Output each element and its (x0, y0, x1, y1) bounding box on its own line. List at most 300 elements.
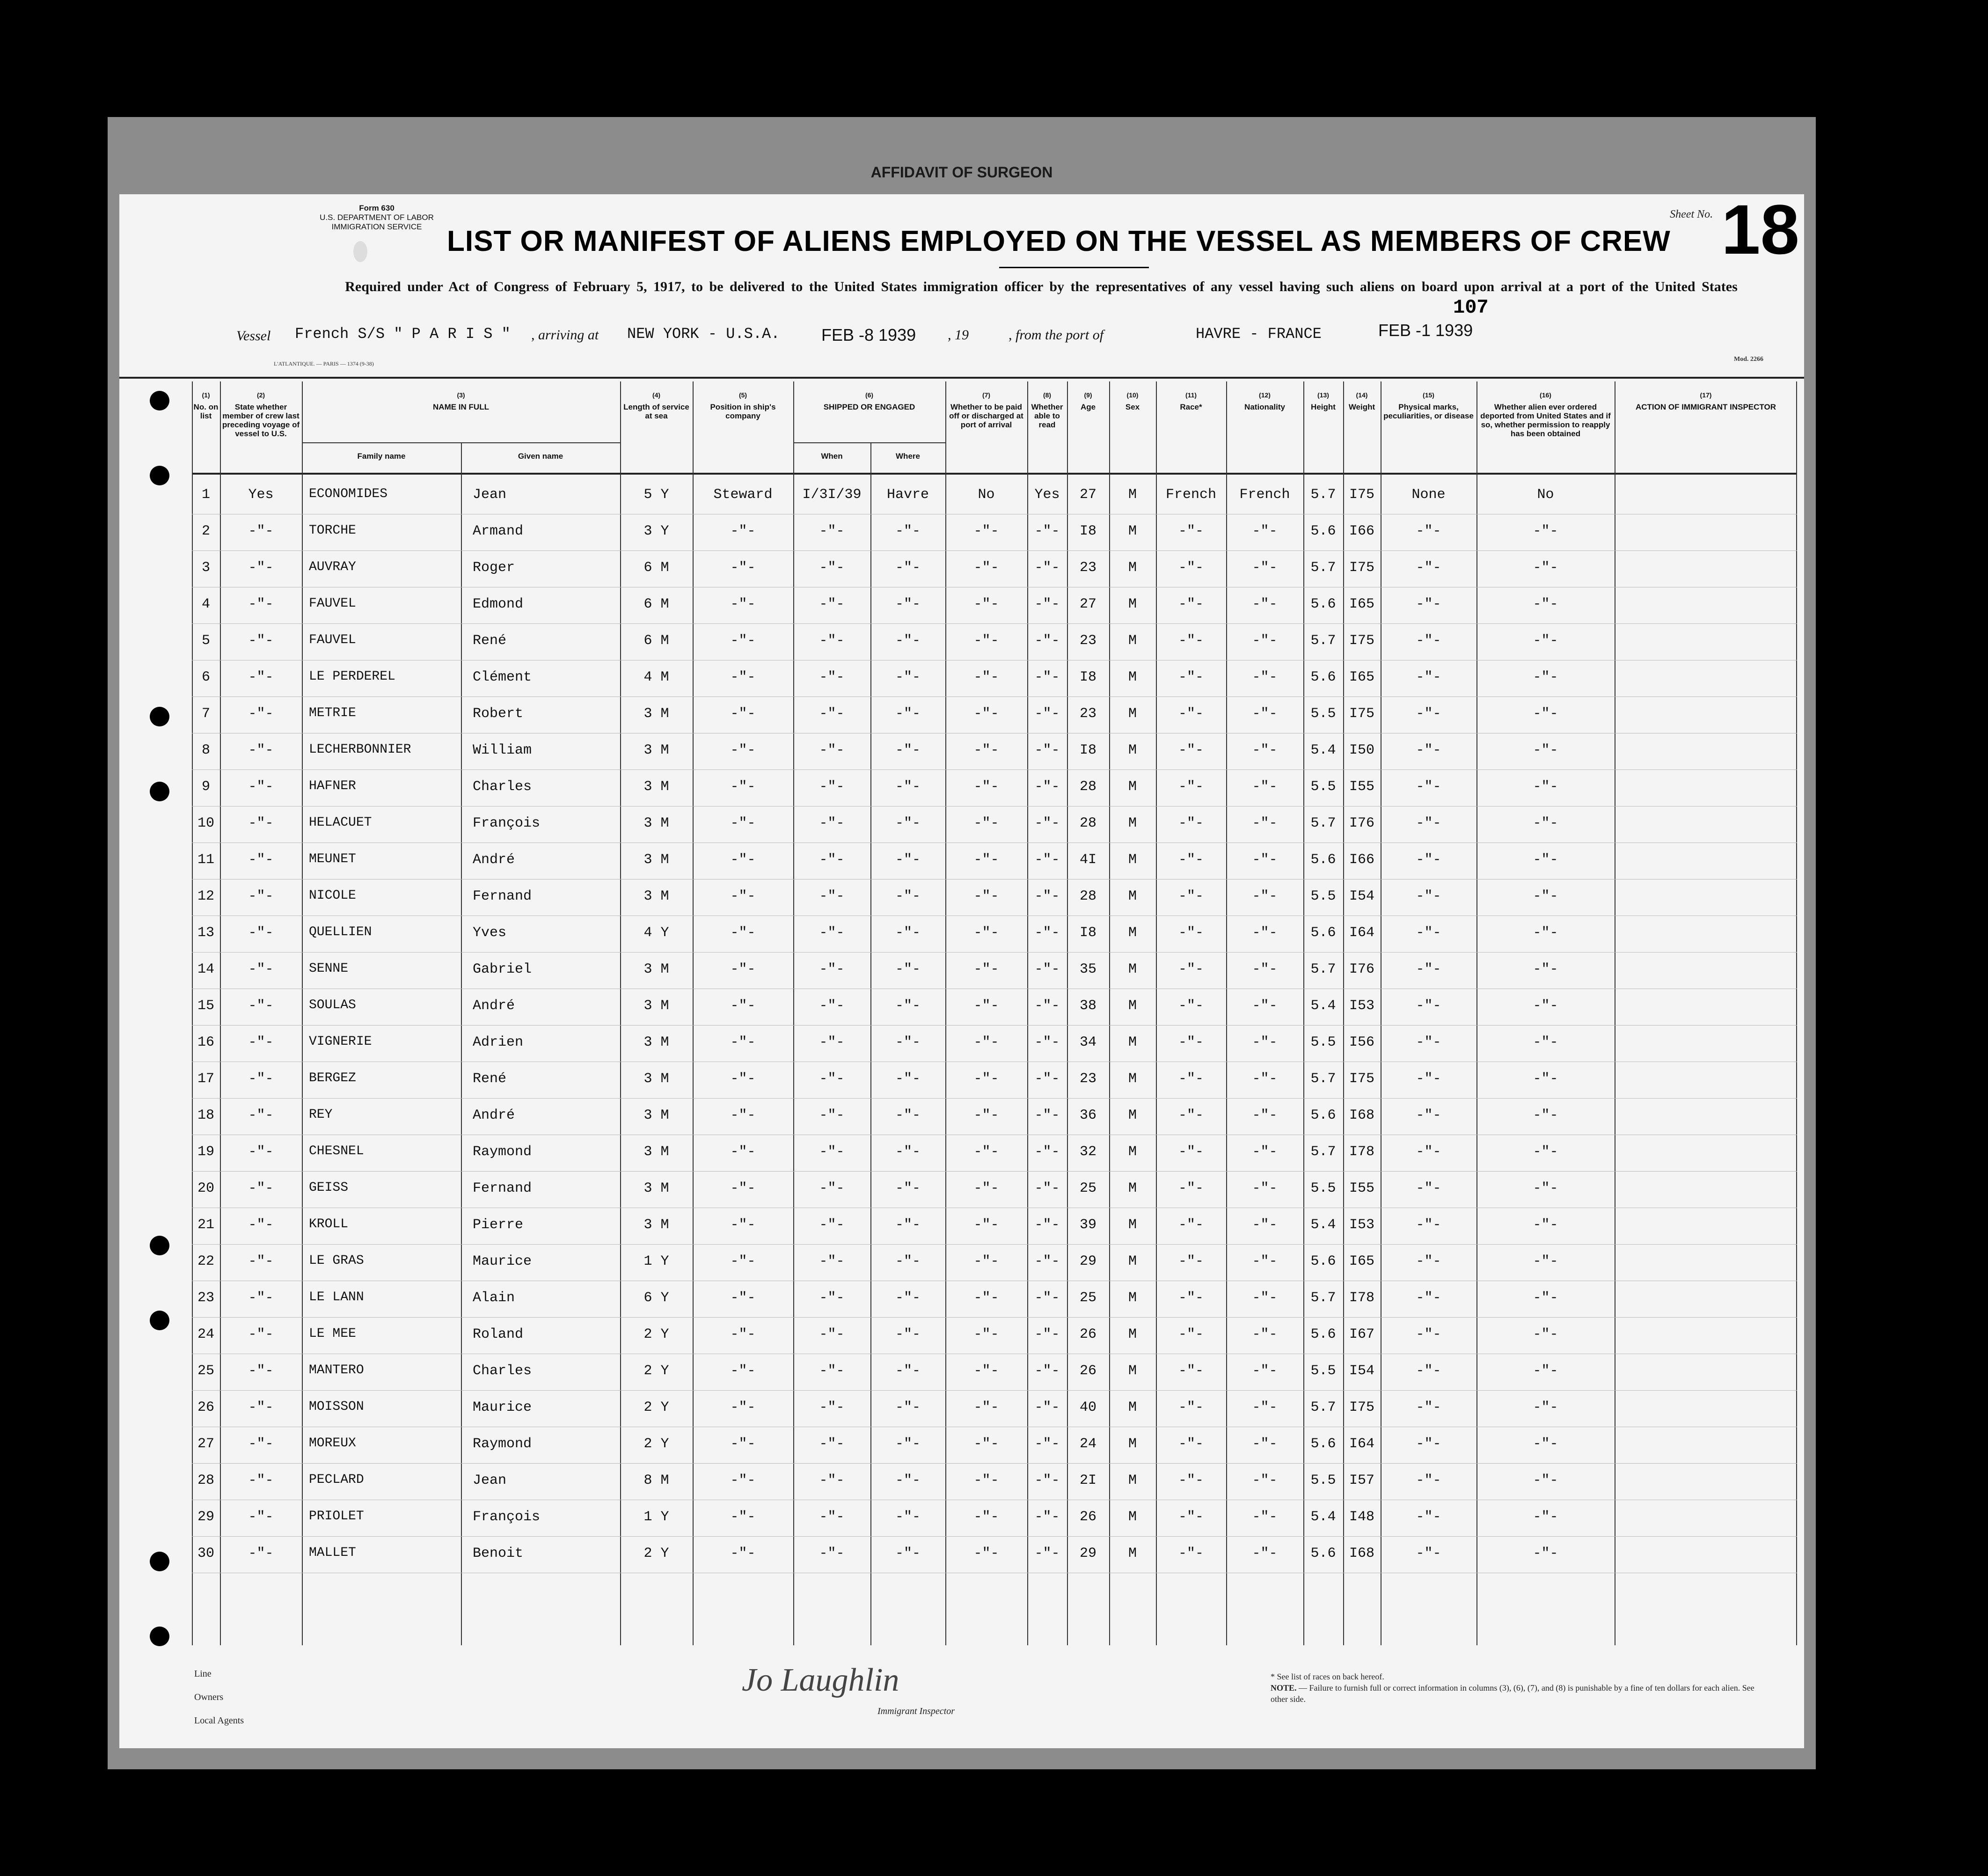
cell-physical-marks: -"- (1416, 1436, 1441, 1452)
cell-height: 5.6 (1310, 1326, 1336, 1342)
cell-able-to-read: -"- (1034, 742, 1060, 758)
ship-number: 107 (1453, 296, 1489, 319)
cell-family-name: PRIOLET (309, 1509, 364, 1524)
cell-row-number: 20 (197, 1180, 214, 1196)
cell-position: -"- (730, 1144, 756, 1160)
cell-position: -"- (730, 1473, 756, 1488)
table-row (192, 1135, 1797, 1172)
cell-physical-marks: -"- (1416, 1473, 1441, 1488)
cell-sex: M (1128, 925, 1137, 941)
arriving-label: , arriving at (531, 327, 599, 343)
cell-height: 5.4 (1310, 1217, 1336, 1233)
cell-weight: I64 (1349, 1436, 1374, 1452)
cell-deported: -"- (1533, 1034, 1558, 1050)
cell-previous-voyage: -"- (248, 706, 274, 722)
cell-given-name: Fernand (473, 888, 532, 904)
cell-shipped-where: -"- (895, 888, 921, 904)
cell-family-name: HELACUET (309, 815, 372, 830)
cell-physical-marks: -"- (1416, 1071, 1441, 1087)
cell-sex: M (1128, 815, 1137, 831)
cell-shipped-where: -"- (895, 1400, 921, 1415)
col-header-sex: (10) Sex (1125, 391, 1140, 411)
cell-family-name: CHESNEL (309, 1144, 364, 1158)
cell-race: -"- (1178, 1509, 1204, 1525)
cell-shipped-where: -"- (895, 1071, 921, 1087)
note-label: NOTE. (1271, 1683, 1297, 1693)
cell-weight: I57 (1349, 1473, 1374, 1488)
col-header-paid-off: (7) Whether to be paid off or discharged at port of arrival (949, 391, 1023, 429)
cell-paid-off: -"- (973, 779, 999, 795)
surgeon-affidavit-label: AFFIDAVIT OF SURGEON (870, 164, 1053, 181)
cell-given-name: William (473, 742, 532, 758)
cell-height: 5.5 (1310, 706, 1336, 722)
cell-sex: M (1128, 669, 1137, 685)
cell-physical-marks: -"- (1416, 852, 1441, 868)
cell-height: 5.4 (1310, 742, 1336, 758)
cell-height: 5.6 (1310, 523, 1336, 539)
cell-age: 26 (1079, 1363, 1096, 1379)
table-row (192, 623, 1797, 660)
table-row (192, 660, 1797, 697)
cell-race: -"- (1178, 706, 1204, 722)
cell-physical-marks: -"- (1416, 1546, 1441, 1561)
cell-family-name: LECHERBONNIER (309, 742, 411, 757)
cell-row-number: 27 (197, 1436, 214, 1452)
races-note: * See list of races on back hereof. (1271, 1672, 1384, 1681)
cell-shipped-when: -"- (819, 1071, 845, 1087)
cell-able-to-read: -"- (1034, 1326, 1060, 1342)
cell-nationality: -"- (1252, 1144, 1278, 1160)
cell-length-of-service: 6 Y (643, 1290, 669, 1306)
cell-shipped-when: -"- (819, 815, 845, 831)
cell-sex: M (1128, 560, 1137, 576)
cell-nationality: -"- (1252, 742, 1278, 758)
cell-given-name: Charles (473, 779, 532, 795)
col-header-nationality: (12) Nationality (1244, 391, 1285, 411)
cell-shipped-where: -"- (895, 706, 921, 722)
cell-race: -"- (1178, 560, 1204, 576)
cell-length-of-service: 4 Y (643, 925, 669, 941)
cell-previous-voyage: -"- (248, 1290, 274, 1306)
footer-note (1271, 1671, 1762, 1705)
service-name: IMMIGRATION SERVICE (331, 222, 422, 231)
cell-shipped-when: -"- (819, 1509, 845, 1525)
table-header (192, 381, 1797, 475)
cell-paid-off: -"- (973, 815, 999, 831)
cell-family-name: LE LANN (309, 1290, 364, 1304)
cell-shipped-where: -"- (895, 523, 921, 539)
col-subheader-given: Given name (518, 452, 563, 461)
cell-nationality: -"- (1252, 1546, 1278, 1561)
cell-age: 38 (1079, 998, 1096, 1014)
cell-weight: I75 (1349, 1400, 1374, 1415)
cell-nationality: -"- (1252, 523, 1278, 539)
cell-able-to-read: -"- (1034, 998, 1060, 1014)
cell-paid-off: -"- (973, 1546, 999, 1561)
cell-row-number: 16 (197, 1034, 214, 1050)
cell-length-of-service: 2 Y (643, 1400, 669, 1415)
cell-length-of-service: 5 Y (643, 487, 669, 503)
cell-paid-off: -"- (973, 560, 999, 576)
cell-previous-voyage: -"- (248, 1400, 274, 1415)
cell-shipped-when: -"- (819, 633, 845, 649)
cell-position: -"- (730, 1180, 756, 1196)
cell-weight: I50 (1349, 742, 1374, 758)
table-row (192, 952, 1797, 989)
cell-row-number: 9 (201, 779, 210, 795)
cell-height: 5.7 (1310, 487, 1336, 503)
cell-sex: M (1128, 1509, 1137, 1525)
cell-shipped-where: -"- (895, 961, 921, 977)
cell-previous-voyage: -"- (248, 1107, 274, 1123)
cell-able-to-read: -"- (1034, 1253, 1060, 1269)
cell-weight: I55 (1349, 1180, 1374, 1196)
cell-family-name: ECONOMIDES (309, 487, 388, 501)
cell-given-name: Jean (473, 487, 507, 503)
cell-age: 26 (1079, 1326, 1096, 1342)
cell-family-name: AUVRAY (309, 560, 356, 574)
cell-family-name: FAUVEL (309, 633, 356, 647)
cell-age: I8 (1079, 523, 1096, 539)
cell-shipped-when: -"- (819, 596, 845, 612)
inspector-signature: Jo Laughlin (742, 1662, 899, 1698)
cell-deported: -"- (1533, 1400, 1558, 1415)
cell-deported: -"- (1533, 1546, 1558, 1561)
cell-given-name: Edmond (473, 596, 524, 612)
cell-length-of-service: 2 Y (643, 1363, 669, 1379)
cell-nationality: -"- (1252, 1217, 1278, 1233)
cell-position: -"- (730, 1509, 756, 1525)
cell-length-of-service: 3 M (643, 852, 669, 868)
cell-shipped-when: -"- (819, 1436, 845, 1452)
cell-height: 5.6 (1310, 1546, 1336, 1561)
cell-position: -"- (730, 560, 756, 576)
cell-able-to-read: -"- (1034, 852, 1060, 868)
cell-nationality: -"- (1252, 596, 1278, 612)
cell-shipped-when: -"- (819, 1253, 845, 1269)
table-row (192, 1171, 1797, 1208)
cell-physical-marks: -"- (1416, 633, 1441, 649)
cell-height: 5.5 (1310, 779, 1336, 795)
cell-length-of-service: 3 M (643, 815, 669, 831)
cell-nationality: -"- (1252, 925, 1278, 941)
cell-deported: -"- (1533, 706, 1558, 722)
cell-paid-off: No (978, 487, 995, 503)
table-row (192, 1354, 1797, 1391)
cell-row-number: 15 (197, 998, 214, 1014)
cell-position: -"- (730, 1217, 756, 1233)
col-header-height: (13) Height (1311, 391, 1336, 411)
manifest-title: LIST OR MANIFEST OF ALIENS EMPLOYED ON THE VESSEL AS MEMBERS OF CREW (447, 225, 1671, 257)
cell-given-name: André (473, 852, 515, 868)
cell-height: 5.5 (1310, 1034, 1336, 1050)
cell-family-name: MEUNET (309, 852, 356, 866)
cell-able-to-read: -"- (1034, 1144, 1060, 1160)
col-header-previous-voyage: (2) State whether member of crew last preceding voyage of vessel to U.S. (222, 391, 300, 438)
cell-sex: M (1128, 961, 1137, 977)
shipped-subheader-rule (793, 442, 945, 443)
cell-given-name: Clément (473, 669, 532, 685)
cell-age: 28 (1079, 779, 1096, 795)
cell-race: -"- (1178, 633, 1204, 649)
cell-row-number: 3 (201, 560, 210, 576)
cell-previous-voyage: -"- (248, 1253, 274, 1269)
cell-paid-off: -"- (973, 669, 999, 685)
cell-previous-voyage: -"- (248, 633, 274, 649)
cell-physical-marks: -"- (1416, 1326, 1441, 1342)
cell-previous-voyage: -"- (248, 1071, 274, 1087)
cell-nationality: -"- (1252, 888, 1278, 904)
cell-length-of-service: 6 M (643, 560, 669, 576)
cell-shipped-where: -"- (895, 1217, 921, 1233)
cell-length-of-service: 3 M (643, 742, 669, 758)
col-subheader-when: When (821, 452, 843, 461)
cell-shipped-where: -"- (895, 1326, 921, 1342)
table-row (192, 843, 1797, 879)
col-header-position: (5) Position in ship's company (710, 391, 776, 420)
cell-shipped-when: -"- (819, 888, 845, 904)
cell-sex: M (1128, 1400, 1137, 1415)
cell-previous-voyage: -"- (248, 1509, 274, 1525)
cell-height: 5.6 (1310, 852, 1336, 868)
cell-paid-off: -"- (973, 1034, 999, 1050)
cell-position: -"- (730, 1436, 756, 1452)
table-row (192, 916, 1797, 953)
cell-paid-off: -"- (973, 961, 999, 977)
cell-length-of-service: 8 M (643, 1473, 669, 1488)
cell-weight: I68 (1349, 1107, 1374, 1123)
cell-age: 29 (1079, 1546, 1096, 1561)
cell-given-name: Alain (473, 1290, 515, 1306)
cell-sex: M (1128, 596, 1137, 612)
cell-length-of-service: 3 M (643, 1107, 669, 1123)
cell-age: 36 (1079, 1107, 1096, 1123)
vessel-line (119, 321, 1804, 349)
cell-physical-marks: -"- (1416, 1253, 1441, 1269)
cell-able-to-read: -"- (1034, 1217, 1060, 1233)
cell-physical-marks: -"- (1416, 961, 1441, 977)
col-header-weight: (14) Weight (1348, 391, 1375, 411)
table-row (192, 477, 1797, 514)
cell-shipped-when: -"- (819, 1144, 845, 1160)
cell-age: 32 (1079, 1144, 1096, 1160)
cell-race: -"- (1178, 1436, 1204, 1452)
cell-height: 5.6 (1310, 1436, 1336, 1452)
cell-paid-off: -"- (973, 1217, 999, 1233)
cell-position: -"- (730, 1363, 756, 1379)
requirement-text: Required under Act of Congress of February 5, 1917, to be delivered to the United States immigration officer by the representatives of any vessel having such aliens on board upon arrival at a port of the United States (345, 279, 1738, 294)
cell-deported: -"- (1533, 1326, 1558, 1342)
cell-shipped-when: -"- (819, 1180, 845, 1196)
cell-able-to-read: -"- (1034, 1071, 1060, 1087)
cell-given-name: Fernand (473, 1180, 532, 1196)
vessel-label: Vessel (236, 328, 271, 344)
table-row (192, 806, 1797, 843)
cell-previous-voyage: -"- (248, 742, 274, 758)
cell-shipped-when: -"- (819, 669, 845, 685)
cell-nationality: -"- (1252, 815, 1278, 831)
fine-note (1271, 1682, 1762, 1705)
cell-paid-off: -"- (973, 596, 999, 612)
cell-family-name: VIGNERIE (309, 1034, 372, 1049)
cell-nationality: -"- (1252, 1400, 1278, 1415)
col-header-service: (4) Length of service at sea (623, 391, 689, 420)
cell-age: 4I (1079, 852, 1096, 868)
cell-paid-off: -"- (973, 1253, 999, 1269)
cell-family-name: MOISSON (309, 1400, 364, 1414)
cell-able-to-read: -"- (1034, 1400, 1060, 1415)
cell-length-of-service: 3 M (643, 1217, 669, 1233)
cell-deported: -"- (1533, 1253, 1558, 1269)
cell-shipped-where: -"- (895, 815, 921, 831)
cell-sex: M (1128, 1217, 1137, 1233)
cell-given-name: Jean (473, 1473, 507, 1488)
cell-weight: I53 (1349, 998, 1374, 1014)
cell-length-of-service: 2 Y (643, 1546, 669, 1561)
cell-shipped-where: Havre (886, 487, 929, 503)
cell-physical-marks: -"- (1416, 523, 1441, 539)
cell-shipped-when: -"- (819, 852, 845, 868)
cell-race: -"- (1178, 998, 1204, 1014)
cell-deported: -"- (1533, 523, 1558, 539)
col-header-name: (3) NAME IN FULL (433, 391, 489, 411)
cell-sex: M (1128, 1473, 1137, 1488)
cell-age: 25 (1079, 1180, 1096, 1196)
cell-able-to-read: Yes (1034, 487, 1060, 503)
cell-given-name: Adrien (473, 1034, 524, 1050)
cell-nationality: French (1239, 487, 1290, 503)
cell-able-to-read: -"- (1034, 1363, 1060, 1379)
cell-age: 25 (1079, 1290, 1096, 1306)
cell-shipped-where: -"- (895, 1509, 921, 1525)
arriving-port: NEW YORK - U.S.A. (627, 325, 780, 343)
cell-previous-voyage: Yes (248, 487, 274, 503)
cell-race: -"- (1178, 1363, 1204, 1379)
sheet-number-box (1670, 194, 1799, 269)
cell-row-number: 7 (201, 706, 210, 722)
cell-race: -"- (1178, 1034, 1204, 1050)
department-name: U.S. DEPARTMENT OF LABOR (320, 213, 434, 222)
cell-race: -"- (1178, 1144, 1204, 1160)
cell-shipped-when: -"- (819, 779, 845, 795)
cell-shipped-when: -"- (819, 1473, 845, 1488)
cell-row-number: 11 (197, 852, 214, 868)
cell-family-name: LE PERDEREL (309, 669, 395, 684)
title-underline (999, 267, 1149, 268)
cell-weight: I78 (1349, 1144, 1374, 1160)
cell-given-name: René (473, 633, 507, 649)
cell-position: -"- (730, 852, 756, 868)
cell-paid-off: -"- (973, 1107, 999, 1123)
cell-given-name: Raymond (473, 1436, 532, 1452)
cell-weight: I76 (1349, 815, 1374, 831)
cell-sex: M (1128, 1253, 1137, 1269)
sheet-number: 18 (1721, 194, 1799, 269)
footer (119, 1659, 1804, 1748)
cell-shipped-where: -"- (895, 1290, 921, 1306)
cell-age: I8 (1079, 925, 1096, 941)
cell-sex: M (1128, 1436, 1137, 1452)
cell-nationality: -"- (1252, 1107, 1278, 1123)
table-row (192, 1244, 1797, 1281)
cell-deported: -"- (1533, 852, 1558, 868)
cell-sex: M (1128, 779, 1137, 795)
cell-height: 5.7 (1310, 1144, 1336, 1160)
cell-shipped-when: -"- (819, 1107, 845, 1123)
cell-previous-voyage: -"- (248, 852, 274, 868)
cell-sex: M (1128, 852, 1137, 868)
cell-weight: I55 (1349, 779, 1374, 795)
cell-given-name: André (473, 1107, 515, 1123)
cell-previous-voyage: -"- (248, 1144, 274, 1160)
cell-length-of-service: 3 M (643, 1180, 669, 1196)
cell-sex: M (1128, 1071, 1137, 1087)
cell-family-name: MALLET (309, 1546, 356, 1560)
cell-previous-voyage: -"- (248, 925, 274, 941)
cell-race: -"- (1178, 1473, 1204, 1488)
cell-nationality: -"- (1252, 1363, 1278, 1379)
cell-shipped-when: -"- (819, 1400, 845, 1415)
cell-physical-marks: -"- (1416, 1107, 1441, 1123)
cell-deported: -"- (1533, 779, 1558, 795)
cell-nationality: -"- (1252, 669, 1278, 685)
cell-row-number: 24 (197, 1326, 214, 1342)
arrival-date: FEB -8 1939 (821, 325, 916, 344)
cell-weight: I64 (1349, 925, 1374, 941)
cell-physical-marks: -"- (1416, 815, 1441, 831)
cell-physical-marks: -"- (1416, 925, 1441, 941)
cell-age: 39 (1079, 1217, 1096, 1233)
cell-deported: -"- (1533, 1144, 1558, 1160)
header-rule (119, 377, 1804, 379)
cell-shipped-where: -"- (895, 1253, 921, 1269)
cell-able-to-read: -"- (1034, 815, 1060, 831)
cell-shipped-when: -"- (819, 560, 845, 576)
cell-shipped-where: -"- (895, 1107, 921, 1123)
cell-sex: M (1128, 1290, 1137, 1306)
table-row (192, 550, 1797, 587)
cell-position: -"- (730, 706, 756, 722)
cell-position: -"- (730, 925, 756, 941)
cell-given-name: Maurice (473, 1400, 532, 1415)
cell-deported: -"- (1533, 1509, 1558, 1525)
cell-able-to-read: -"- (1034, 1034, 1060, 1050)
cell-previous-voyage: -"- (248, 669, 274, 685)
cell-position: -"- (730, 1290, 756, 1306)
cell-height: 5.5 (1310, 1363, 1336, 1379)
cell-nationality: -"- (1252, 706, 1278, 722)
cell-deported: -"- (1533, 1217, 1558, 1233)
cell-shipped-where: -"- (895, 1034, 921, 1050)
cell-nationality: -"- (1252, 1034, 1278, 1050)
cell-given-name: Charles (473, 1363, 532, 1379)
cell-paid-off: -"- (973, 1326, 999, 1342)
cell-shipped-when: -"- (819, 1326, 845, 1342)
binder-hole (150, 1627, 169, 1646)
cell-age: 34 (1079, 1034, 1096, 1050)
cell-age: I8 (1079, 742, 1096, 758)
from-port-label: , from the port of (1009, 327, 1104, 343)
cell-given-name: Robert (473, 706, 524, 722)
col-header-deported: (16) Whether alien ever ordered deported from United States and if so, whether permission to reapply has been obtained (1480, 391, 1611, 438)
footer-owners-label: Owners (194, 1692, 224, 1702)
cell-length-of-service: 6 M (643, 633, 669, 649)
cell-shipped-where: -"- (895, 596, 921, 612)
cell-given-name: Yves (473, 925, 507, 941)
cell-given-name: Gabriel (473, 961, 532, 977)
cell-paid-off: -"- (973, 925, 999, 941)
cell-height: 5.6 (1310, 1107, 1336, 1123)
